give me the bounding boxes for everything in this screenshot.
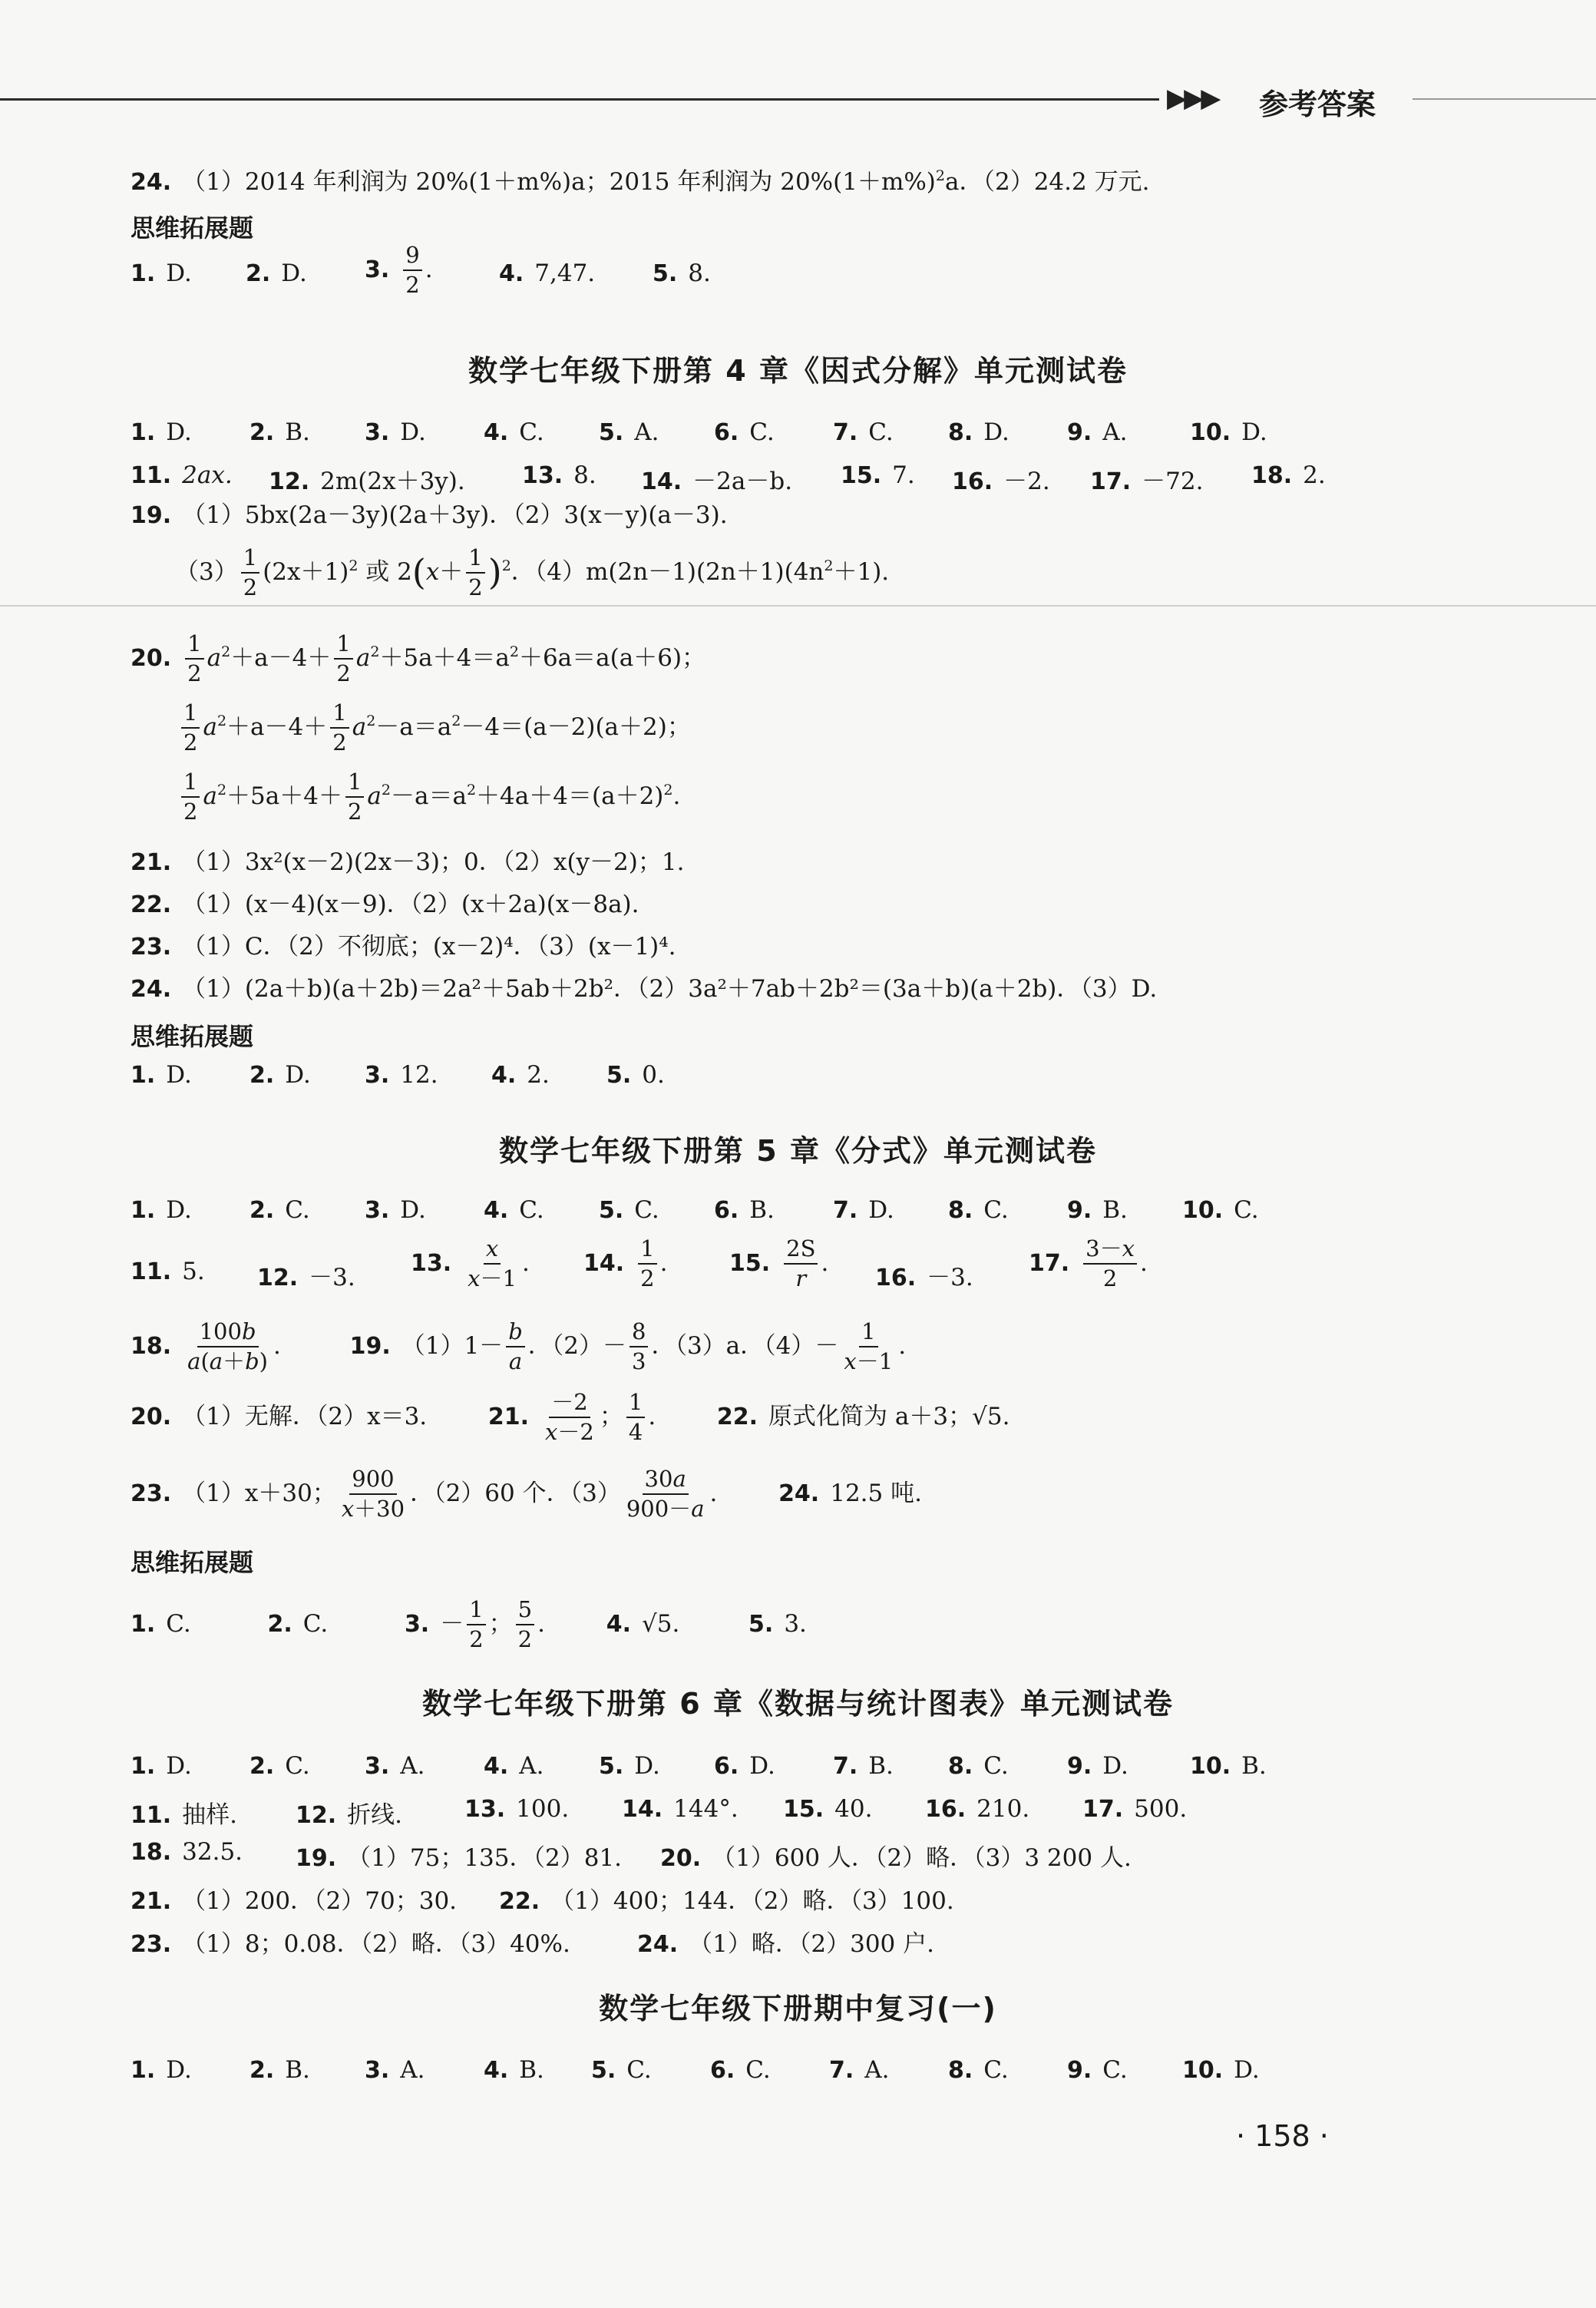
ch5-answer-18-19: 18. $\frac{100b}{a(a+b)}$ . 19. （1）1－ $\frac{b}{a}$ ．（2）－ $\frac{8}{3}$ ．（3）a．（4）－ $\frac{1}{x-1}$ . [131, 1318, 907, 1375]
ch4-answer-24: 24. （1）(2a＋b)(a＋2b)＝2a²＋5ab＋2b²．（2）3a²＋7ab＋2b²＝(3a＋b)(a＋2b)．（3）D. [131, 975, 1158, 1003]
header-arrows-icon: ▶▶▶ [1167, 83, 1218, 114]
ch4-answer-22: 22. （1）(x－4)(x－9)．（2）(x＋2a)(x－8a). [131, 891, 639, 918]
answer-page: ▶▶▶ 参考答案 24. （1）2014 年利润为 20%(1＋m%)a；2015 年利润为 $20\%(1+m\%)^2a$．（2）24.2 万元. 思维拓展题 1. D. 2. D. 3. $\frac{9}{2}$ . 4. 7,47. 5. 8. 数学七年级下册第 4 章《因式分解》单元测试卷 1. D. 2. B. 3. D. 4. C. 5. A. 6. C. 7. C. 8. D. 9. A. 10. D. 11. 2ax. 12. 2m(2x＋3y). 13. 8. 14. －2a－b. 15. 7. 16. －2. 17. －72. 18. 2. 19. （1）5bx(2a－3y)(2a＋3y)．（2）3(x－y)(a－3). （3） $\frac{1}{2}$ $(2x+1)^2$ 或 2(x＋ $\frac{1}{2}$ )$^2$．$(4)m(2n-1)(2n+1)(4n^2+1)$. 20. $\frac{1}{2}$ $a^2+a-4+$ $\frac{1}{2}$ $a^2+5a+4=a^2+6a=a(a+6)$； $\frac{1}{2}$ $a^2+a-4+$ $\frac{1}{2}$ $a^2-a=a^2-4=(a-2)(a+2)$； $\frac{1}{2}$ $a^2+5a+4+$ $\frac{1}{2}$ $a^2-a=a^2+4a+4=(a+2)^2$. 21. （1）3x²(x－2)(2x－3)；0．（2）x(y－2)；1. 22. （1）(x－4)(x－9)．（2）(x＋2a)(x－8a). 23. （1）C．（2）不彻底；(x－2)⁴．（3）(x－1)⁴. 24. （1）(2a＋b)(a＋2b)＝2a²＋5ab＋2b²．（2）3a²＋7ab＋2b²＝(3a＋b)(a＋2b)．（3）D. 思维拓展题 1. D. 2. D. 3. 12. 4. 2. 5. 0. 数学七年级下册第 5 章《分式》单元测试卷 1. D. 2. C. 3. D. 4. C. 5. C. 6. B. 7. D. 8. C. 9. B. 10. C. 11. 5. 12. －3. 13. $\frac{x}{x-1}$ . 14. $\frac{1}{2}$ . 15. $\frac{2S}{r}$ . 16. －3. 17. $\frac{3-x}{2}$ . 18. $\frac{100b}{a(a+b)}$ . 19. （1）1－ $\frac{b}{a}$ ．（2）－ $\frac{8}{3}$ ．（3）a．（4）－ $\frac{1}{x-1}$ . 20. （1）无解．（2）x＝3. 21. $\frac{-2}{x-2}$ ； $\frac{1}{4}$ . 22. 原式化简为 a＋3；√5. 23. （1）x＋30； $\frac{900}{x+30}$ ．（2）60 个．（3） $\frac{30a}{900-a}$ . 24. 12.5 吨. 思维拓展题 1. C. 2. C. 3. － $\frac{1}{2}$ ； $\frac{5}{2}$ . 4. √5. 5. 3. 数学七年级下册第 6 章《数据与统计图表》单元测试卷 1. D. 2. C. 3. A. 4. A. 5. D. 6. D. 7. B. 8. C. 9. D. 10. B. 11. 抽样. 12. 折线. 13. 100. 14. 144°. 15. 40. 16. 210. 17. 500. 18. 32.5. 19. （1）75；135．（2）81. 20. （1）600 人．（2）略．（3）3 200 人. 21. （1）200．（2）70；30. 22. （1）400；144．（2）略．（3）100. 23. （1）8；0.08．（2）略．（3）40%. 24. （1）略．（2）300 户. 数学七年级下册期中复习(一) 1. D. 2. B. 3. A. 4. B. 5. C. 6. C. 7. A. 8. C. 9. C. 10. D. · 158 · [0, 0, 1596, 2308]
chapter-6-title: 数学七年级下册第 6 章《数据与统计图表》单元测试卷 [422, 1687, 1174, 1721]
scan-fold-line [0, 605, 1596, 607]
midterm-title: 数学七年级下册期中复习(一) [599, 1992, 997, 2025]
answer-24-prev: 24. （1）2014 年利润为 20%(1＋m%)a；2015 年利润为 $20\%(1+m\%)^2a$．（2）24.2 万元. [131, 167, 1150, 196]
ch4-answer-20-line3: $\frac{1}{2}$ $a^2+5a+4+$ $\frac{1}{2}$ $a^2-a=a^2+4a+4=(a+2)^2$. [178, 769, 680, 825]
header-title: 参考答案 [1259, 88, 1376, 121]
header-rule [0, 98, 1159, 101]
ch5-extension-row: 1. C. 2. C. 3. － $\frac{1}{2}$ ； $\frac{5}{2}$ . 4. √5. 5. 3. [131, 1596, 807, 1653]
ch4-answer-23: 23. （1）C．（2）不彻底；(x－2)⁴．（3）(x－1)⁴. [131, 933, 676, 961]
ch4-answer-19-line1: 19. （1）5bx(2a－3y)(2a＋3y)．（2）3(x－y)(a－3). [131, 501, 728, 529]
chapter-4-title: 数学七年级下册第 4 章《因式分解》单元测试卷 [468, 354, 1128, 388]
ch4-extension-label: 思维拓展题 [131, 1022, 254, 1051]
ch5-answer-23-24: 23. （1）x＋30； $\frac{900}{x+30}$ ．（2）60 个．（3） $\frac{30a}{900-a}$ . 24. 12.5 吨. [131, 1466, 922, 1523]
chapter-5-title: 数学七年级下册第 5 章《分式》单元测试卷 [499, 1134, 1097, 1168]
ch5-extension-label: 思维拓展题 [131, 1548, 254, 1577]
page-number: · 158 · [1236, 2119, 1329, 2153]
ch4-answer-20-line1: 20. $\frac{1}{2}$ $a^2+a-4+$ $\frac{1}{2}$ $a^2+5a+4=a^2+6a=a(a+6)$； [131, 630, 706, 687]
ch4-answer-19-line2: （3） $\frac{1}{2}$ $(2x+1)^2$ 或 2(x＋ $\frac{1}{2}$ )$^2$．$(4)m(2n-1)(2n+1)(4n^2+1)$. [175, 544, 890, 601]
ch5-answer-20-22: 20. （1）无解．（2）x＝3. 21. $\frac{-2}{x-2}$ ； $\frac{1}{4}$ . 22. 原式化简为 a＋3；√5. [131, 1389, 1010, 1446]
ch4-answer-21: 21. （1）3x²(x－2)(2x－3)；0．（2）x(y－2)；1. [131, 848, 685, 876]
section-label-extension: 思维拓展题 [131, 213, 254, 243]
header-rule-right [1413, 98, 1596, 100]
ch4-answer-20-line2: $\frac{1}{2}$ $a^2+a-4+$ $\frac{1}{2}$ $a^2-a=a^2-4=(a-2)(a+2)$； [178, 700, 691, 756]
